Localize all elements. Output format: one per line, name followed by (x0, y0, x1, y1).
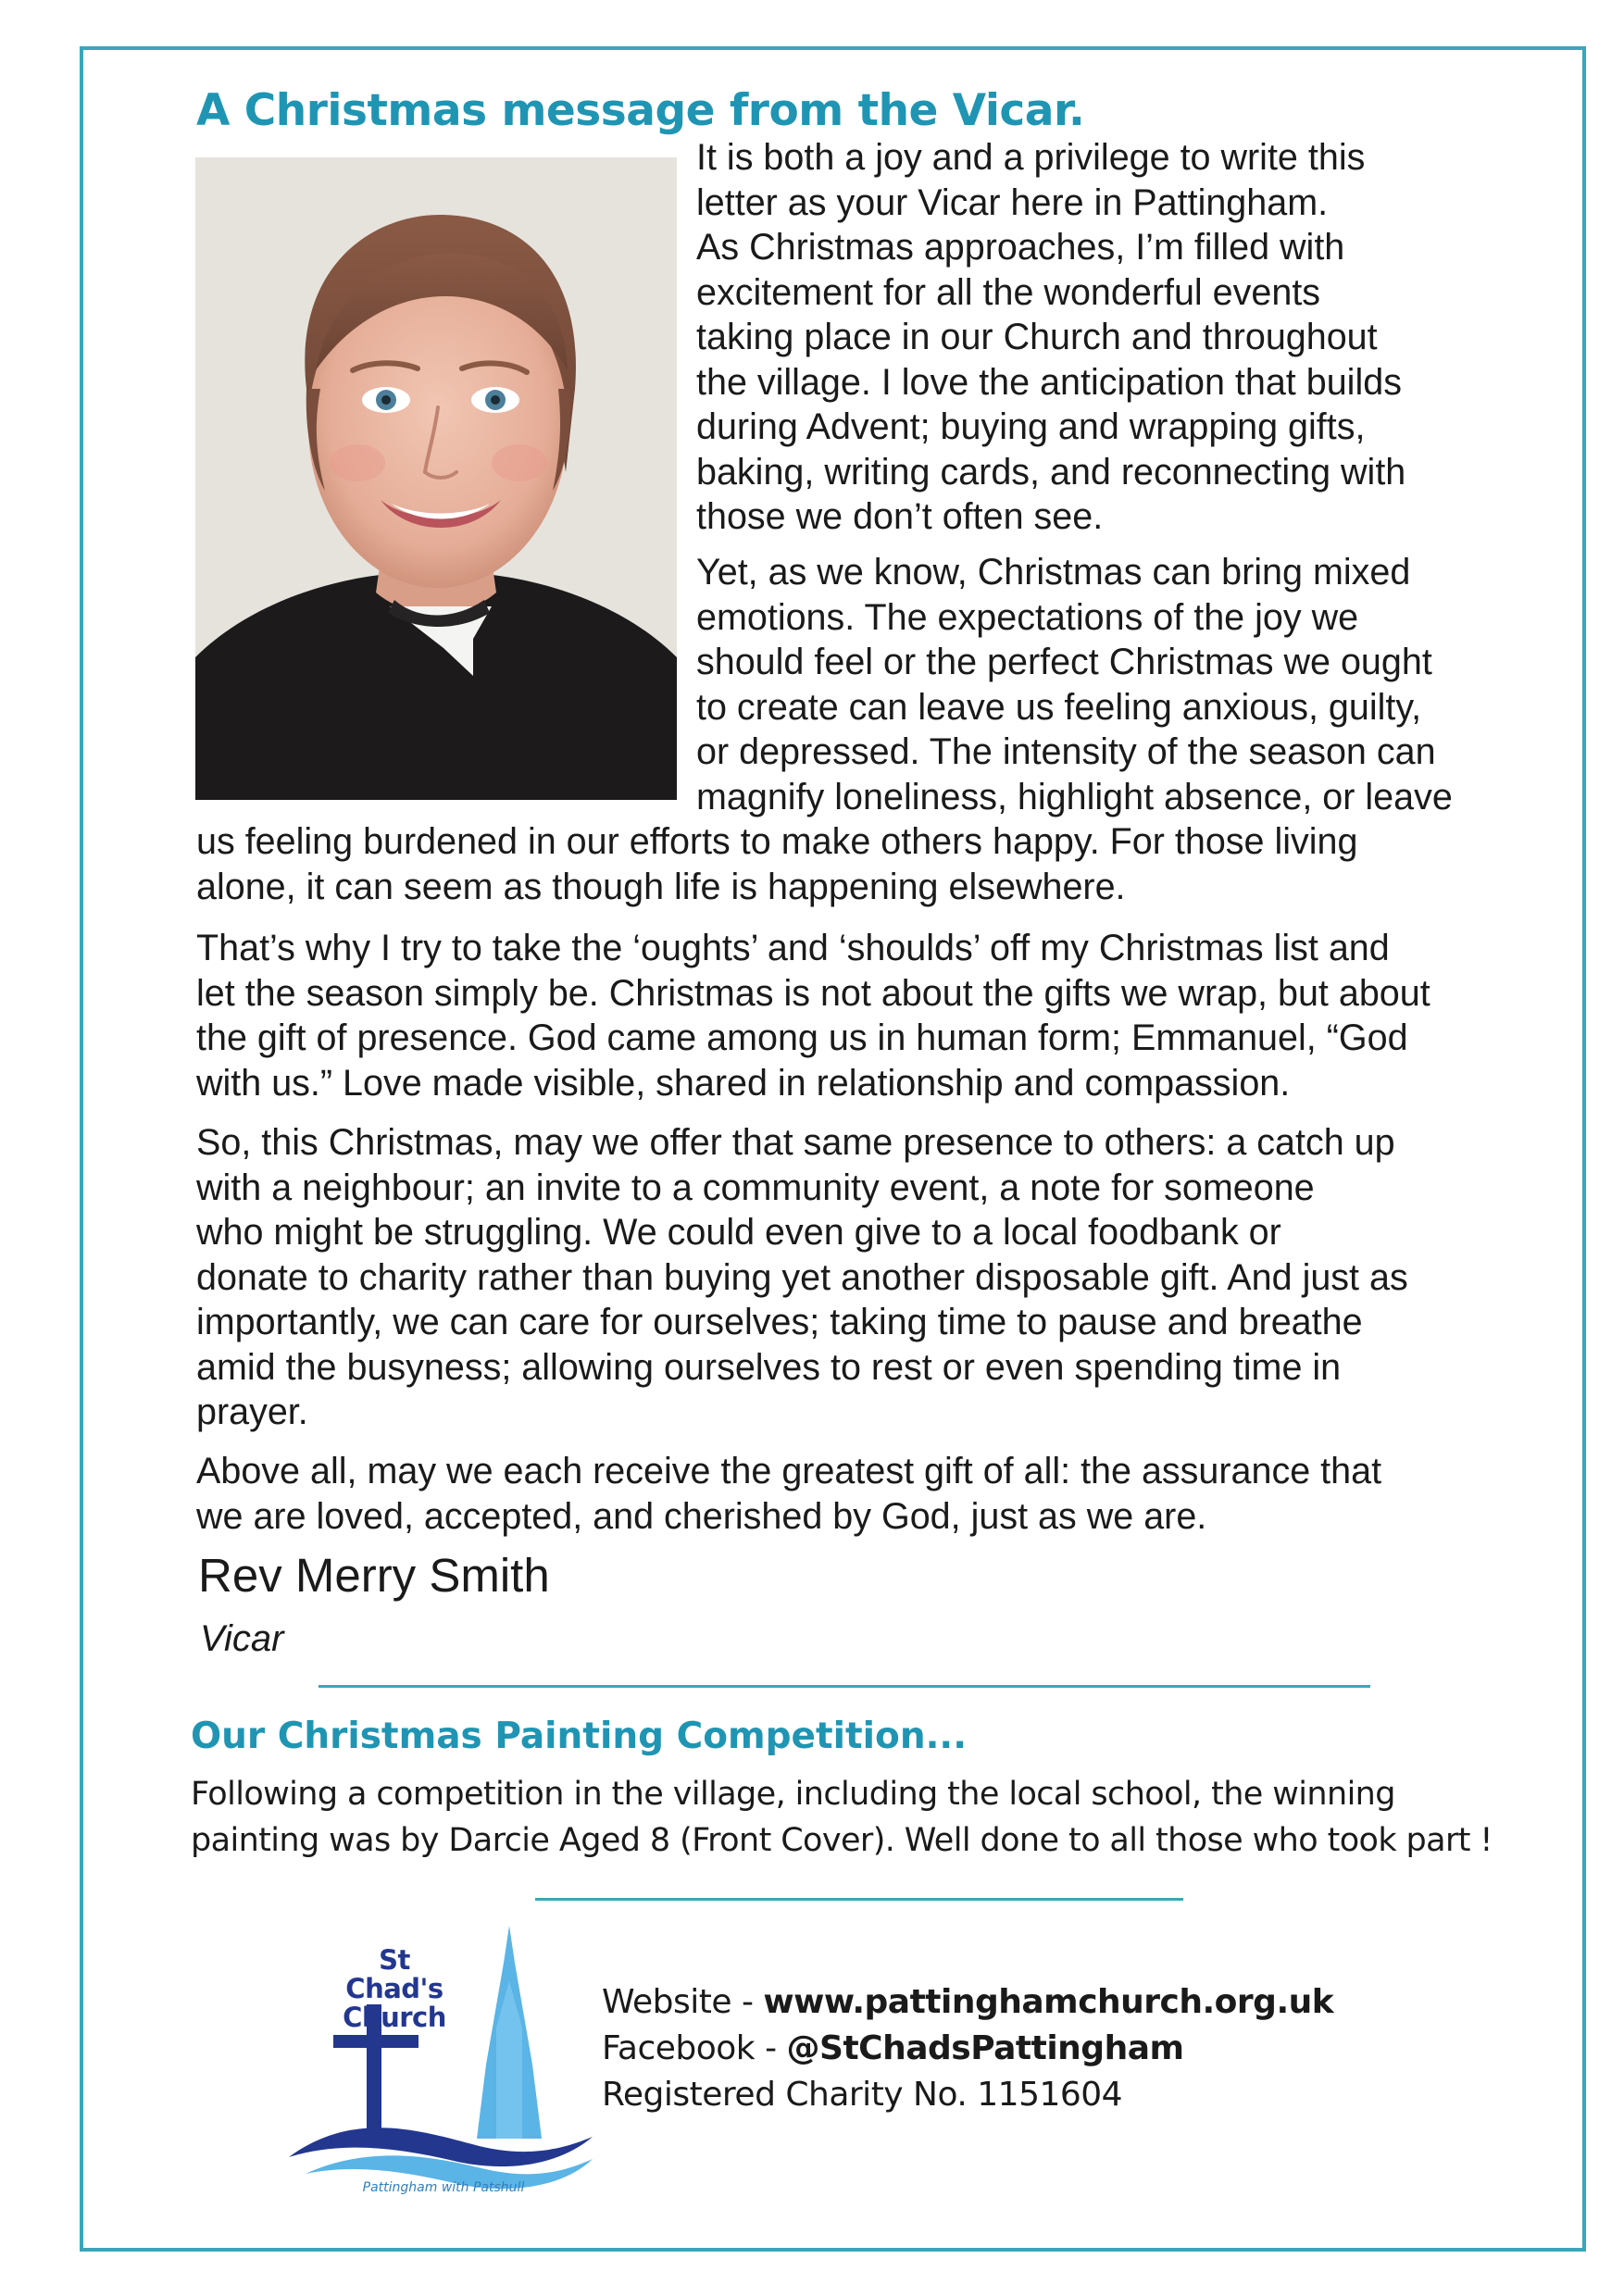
text-line: donate to charity rather than buying yet another disposable gift. And just as (196, 1256, 1408, 1298)
text-line: those we don’t often see. (696, 496, 1104, 537)
letter-paragraph-5 (196, 1449, 1381, 1539)
text-line: to create can leave us feeling anxious, guilty, (696, 686, 1422, 728)
letter-title: A Christmas message from the Vicar. (196, 85, 1085, 136)
contact-block (602, 1979, 1334, 2118)
text-line: importantly, we can care for ourselves; taking time to pause and breathe (196, 1302, 1363, 1342)
text-line: painting was by Darcie Aged 8 (Front Cover). Well done to all those who took part ! (191, 1822, 1493, 1859)
text-line: should feel or the perfect Christmas we ought (696, 642, 1432, 682)
text-line: we are loved, accepted, and cherished by God, just as we are. (196, 1495, 1207, 1537)
letter-paragraph-2 (696, 550, 1453, 819)
text-line: prayer. (196, 1391, 308, 1432)
text-line: who might be struggling. We could even give to a local foodbank or (196, 1212, 1281, 1253)
competition-body (191, 1771, 1493, 1864)
text-line: letter as your Vicar here in Pattingham. (696, 181, 1329, 223)
text-line: emotions. The expectations of the joy we (696, 596, 1359, 638)
text-line: let the season simply be. Christmas is not about the gifts we wrap, but about (196, 972, 1430, 1014)
text-line: taking place in our Church and throughout (696, 317, 1378, 357)
text-line: with us.” Love made visible, shared in relationship and compassion. (196, 1062, 1291, 1104)
text-line: alone, it can seem as though life is happening elsewhere. (196, 866, 1126, 907)
logo-line2: Church (343, 2002, 446, 2033)
website-line (602, 1979, 1334, 2026)
section-divider (535, 1898, 1183, 1901)
text-line: It is both a joy and a privilege to write this (696, 137, 1366, 178)
competition-title: Our Christmas Painting Competition... (191, 1716, 968, 1757)
logo-text (339, 1946, 450, 2032)
website-link[interactable]: www.pattinghamchurch.org.uk (763, 1983, 1334, 2021)
logo-line1: St Chad's (345, 1944, 443, 2004)
text-line: magnify loneliness, highlight absence, or leave (696, 776, 1453, 817)
text-line: us feeling burdened in our efforts to make others happy. For those living (196, 821, 1358, 862)
text-line: That’s why I try to take the ‘oughts’ and ‘shoulds’ off my Christmas list and (196, 928, 1390, 968)
letter-paragraph-1 (696, 135, 1405, 540)
text-line: excitement for all the wonderful events (696, 271, 1321, 313)
website-label: Website - (602, 1983, 764, 2021)
text-line: So, this Christmas, may we offer that same presence to others: a catch up (196, 1122, 1395, 1163)
text-line: Above all, may we each receive the greatest gift of all: the assurance that (196, 1451, 1382, 1491)
text-line: Following a competition in the village, including the local school, the winning (191, 1776, 1395, 1813)
text-line: during Advent; buying and wrapping gifts, (696, 406, 1366, 447)
signature-role: Vicar (200, 1618, 284, 1659)
text-line: the village. I love the anticipation that builds (696, 361, 1402, 403)
facebook-label: Facebook - (602, 2029, 787, 2067)
text-line: baking, writing cards, and reconnecting with (696, 451, 1406, 493)
letter-paragraph-2-continued (196, 819, 1358, 909)
text-line: the gift of presence. God came among us in human form; Emmanuel, “God (196, 1017, 1408, 1058)
letter-paragraph-4 (196, 1120, 1408, 1435)
text-line: amid the busyness; allowing ourselves to rest or even spending time in (196, 1346, 1342, 1388)
letter-paragraph-3 (196, 926, 1430, 1105)
logo-tagline: Pattingham with Patshull (362, 2180, 525, 2195)
facebook-handle[interactable]: @StChadsPattingham (786, 2029, 1184, 2067)
signature-name: Rev Merry Smith (198, 1549, 550, 1602)
facebook-line (602, 2026, 1184, 2072)
section-divider (319, 1685, 1370, 1688)
text-line: with a neighbour; an invite to a community event, a note for someone (196, 1167, 1315, 1208)
charity-number: Registered Charity No. 1151604 (602, 2076, 1123, 2114)
text-line: or depressed. The intensity of the season can (696, 731, 1436, 772)
text-line: Yet, as we know, Christmas can bring mixed (696, 552, 1411, 593)
text-line: As Christmas approaches, I’m filled with (696, 227, 1345, 268)
vicar-photo (195, 157, 677, 800)
